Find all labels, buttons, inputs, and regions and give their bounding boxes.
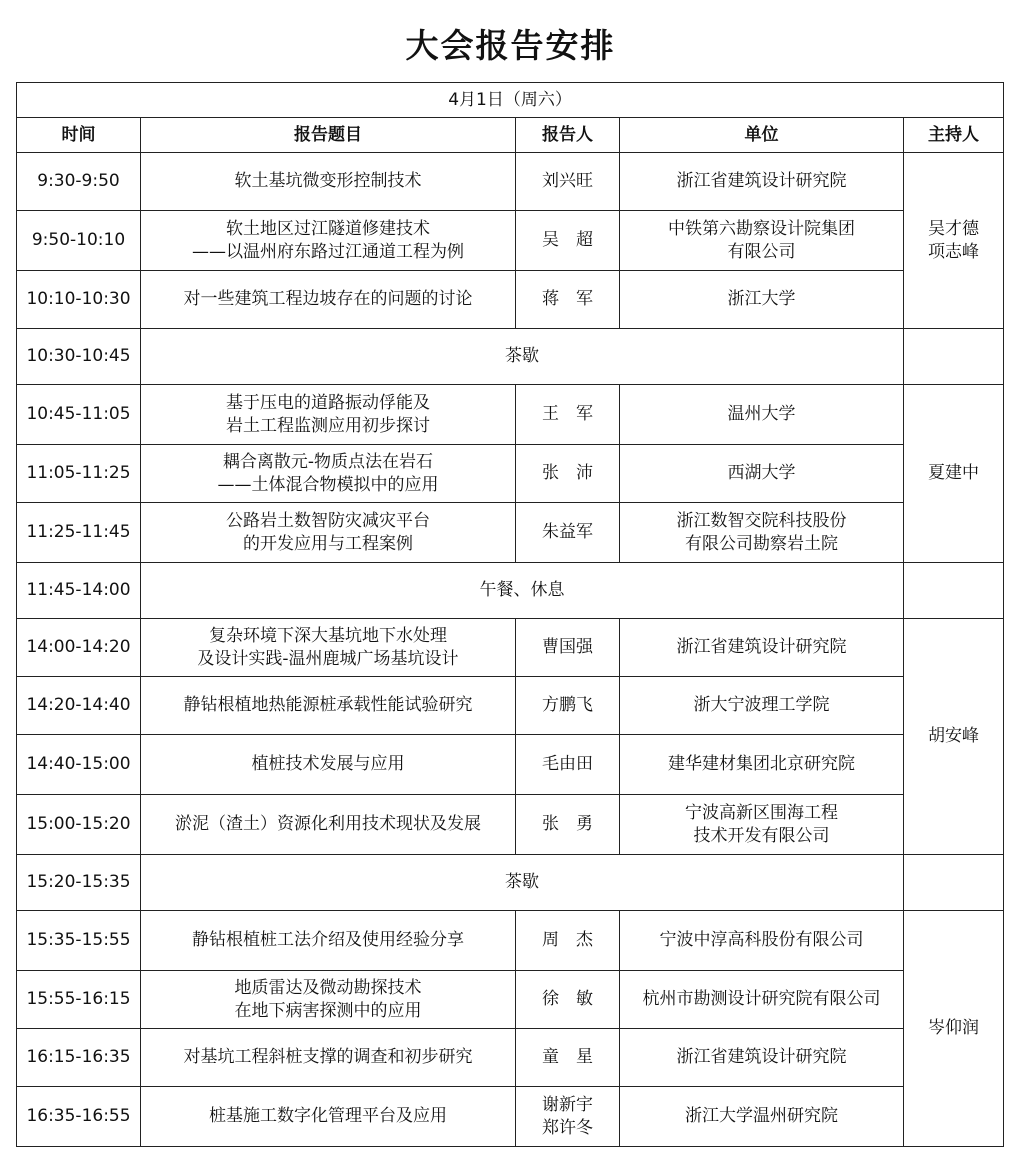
page-title: 大会报告安排: [405, 26, 616, 65]
topic-cell-line: 静钻根植桩工法介绍及使用经验分享: [192, 930, 464, 950]
topic-cell-line: 软土地区过江隧道修建技术: [226, 218, 430, 239]
host-cell: [904, 911, 1004, 1147]
topic-cell-line: 对基坑工程斜桩支撑的调查和初步研究: [183, 1047, 473, 1067]
speaker-cell-line: 童 星: [542, 1047, 593, 1067]
speaker-cell: [516, 385, 620, 445]
speaker-cell-line: 谢新宇: [542, 1094, 593, 1115]
speaker-cell: [516, 1029, 620, 1087]
host-cell-empty: [904, 563, 1004, 619]
topic-cell-line: 静钻根植地热能源桩承载性能试验研究: [183, 695, 473, 715]
break-label: 茶歇: [141, 329, 904, 385]
header-host: 主持人: [904, 118, 1004, 153]
time-cell: 11:25-11:45: [17, 503, 141, 563]
session-row: [17, 911, 1004, 971]
header-topic: 报告题目: [141, 118, 516, 153]
session-row: [17, 271, 1004, 329]
time-cell: 10:45-11:05: [17, 385, 141, 445]
speaker-cell-line: 曹国强: [542, 637, 593, 657]
speaker-cell-line: 方鹏飞: [542, 695, 593, 715]
speaker-cell-line: 张 沛: [542, 463, 593, 483]
unit-cell: [620, 211, 904, 271]
break-label: 茶歇: [141, 855, 904, 911]
speaker-cell: [516, 911, 620, 971]
time-cell: 16:35-16:55: [17, 1087, 141, 1147]
unit-cell: [620, 911, 904, 971]
host-cell-line: 岑仰润: [928, 1018, 980, 1038]
time-cell: 14:20-14:40: [17, 677, 141, 735]
session-row: [17, 795, 1004, 855]
unit-cell-line: 中铁第六勘察设计院集团: [668, 218, 855, 239]
speaker-cell-line: 毛由田: [542, 754, 593, 774]
topic-cell-line: 植桩技术发展与应用: [251, 754, 405, 774]
speaker-cell-line: 朱益军: [542, 522, 593, 542]
unit-cell-line: 有限公司: [727, 241, 796, 262]
time-cell: 15:20-15:35: [17, 855, 141, 911]
session-row: [17, 445, 1004, 503]
schedule-table: [16, 82, 1004, 1147]
time-cell: 14:40-15:00: [17, 735, 141, 795]
unit-cell: [620, 795, 904, 855]
topic-cell: [141, 735, 516, 795]
unit-cell: [620, 971, 904, 1029]
topic-cell-line: 耦合离散元-物质点法在岩石: [222, 451, 434, 472]
session-row: [17, 385, 1004, 445]
speaker-cell: [516, 445, 620, 503]
unit-cell: [620, 503, 904, 563]
topic-cell-line: 淤泥（渣土）资源化利用技术现状及发展: [175, 814, 481, 834]
time-cell: 15:00-15:20: [17, 795, 141, 855]
session-row: [17, 971, 1004, 1029]
speaker-cell: [516, 971, 620, 1029]
unit-cell-line: 杭州市勘测设计研究院有限公司: [642, 989, 881, 1009]
speaker-cell: [516, 1087, 620, 1147]
time-cell: 15:55-16:15: [17, 971, 141, 1029]
topic-cell-line: 基于压电的道路振动俘能及: [226, 392, 430, 413]
topic-cell: [141, 211, 516, 271]
topic-cell: [141, 153, 516, 211]
unit-cell: [620, 385, 904, 445]
speaker-cell: [516, 795, 620, 855]
topic-cell-line: ——以温州府东路过江通道工程为例: [192, 241, 464, 262]
topic-cell-line: 的开发应用与工程案例: [243, 533, 413, 554]
time-cell: 10:30-10:45: [17, 329, 141, 385]
time-cell: 9:30-9:50: [17, 153, 141, 211]
header-row: [17, 118, 1004, 153]
unit-cell: [620, 677, 904, 735]
break-row: [17, 563, 1004, 619]
time-cell: 15:35-15:55: [17, 911, 141, 971]
unit-cell-line: 浙江省建筑设计研究院: [676, 171, 847, 191]
speaker-cell: [516, 503, 620, 563]
topic-cell-line: 岩土工程监测应用初步探讨: [226, 415, 430, 436]
unit-cell: [620, 735, 904, 795]
unit-cell-line: 浙江省建筑设计研究院: [676, 637, 847, 657]
unit-cell: [620, 1087, 904, 1147]
time-cell: 14:00-14:20: [17, 619, 141, 677]
topic-cell-line: 复杂环境下深大基坑地下水处理: [209, 625, 447, 646]
speaker-cell: [516, 735, 620, 795]
topic-cell: [141, 385, 516, 445]
host-cell-line: 胡安峰: [928, 726, 980, 746]
speaker-cell-line: 徐 敏: [542, 989, 593, 1009]
header-unit: 单位: [620, 118, 904, 153]
session-row: [17, 619, 1004, 677]
unit-cell-line: 温州大学: [727, 404, 796, 424]
speaker-cell: [516, 153, 620, 211]
speaker-cell-line: 蒋 军: [542, 289, 593, 309]
host-cell-line: 项志峰: [928, 241, 980, 262]
session-row: [17, 1029, 1004, 1087]
unit-cell-line: 浙江数智交院科技股份: [676, 510, 847, 531]
speaker-cell: [516, 211, 620, 271]
topic-cell: [141, 1029, 516, 1087]
speaker-cell-line: 王 军: [542, 404, 593, 424]
speaker-cell-line: 郑许冬: [542, 1117, 593, 1138]
speaker-cell: [516, 271, 620, 329]
unit-cell-line: 浙大宁波理工学院: [693, 695, 830, 715]
topic-cell: [141, 1087, 516, 1147]
topic-cell: [141, 795, 516, 855]
host-cell: [904, 619, 1004, 855]
unit-cell: [620, 445, 904, 503]
speaker-cell-line: 刘兴旺: [542, 171, 593, 191]
topic-cell-line: 及设计实践-温州鹿城广场基坑设计: [197, 648, 459, 669]
unit-cell: [620, 271, 904, 329]
speaker-cell-line: 张 勇: [542, 814, 593, 834]
session-row: [17, 153, 1004, 211]
speaker-cell: [516, 619, 620, 677]
session-row: [17, 211, 1004, 271]
unit-cell-line: 宁波中淳高科股份有限公司: [659, 930, 864, 950]
unit-cell-line: 西湖大学: [727, 463, 796, 483]
host-cell-line: 吴才德: [928, 218, 980, 239]
topic-cell: [141, 911, 516, 971]
topic-cell-line: 软土基坑微变形控制技术: [234, 171, 422, 191]
topic-cell-line: 地质雷达及微动勘探技术: [234, 977, 422, 998]
unit-cell-line: 建华建材集团北京研究院: [668, 754, 855, 774]
speaker-cell-line: 吴 超: [542, 230, 593, 250]
unit-cell-line: 浙江省建筑设计研究院: [676, 1047, 847, 1067]
break-label: 午餐、休息: [141, 563, 904, 619]
unit-cell: [620, 619, 904, 677]
time-cell: 9:50-10:10: [17, 211, 141, 271]
topic-cell: [141, 445, 516, 503]
unit-cell-line: 浙江大学: [727, 289, 796, 309]
speaker-cell-line: 周 杰: [542, 930, 593, 950]
speaker-cell: [516, 677, 620, 735]
topic-cell: [141, 619, 516, 677]
session-row: [17, 735, 1004, 795]
unit-cell-line: 浙江大学温州研究院: [685, 1106, 838, 1126]
time-cell: 11:45-14:00: [17, 563, 141, 619]
break-row: [17, 329, 1004, 385]
break-row: [17, 855, 1004, 911]
time-cell: 16:15-16:35: [17, 1029, 141, 1087]
topic-cell-line: 对一些建筑工程边坡存在的问题的讨论: [183, 289, 473, 309]
date-cell: 4月1日（周六）: [17, 83, 1004, 118]
session-row: [17, 503, 1004, 563]
host-cell: [904, 153, 1004, 329]
topic-cell: [141, 271, 516, 329]
unit-cell-line: 宁波高新区围海工程: [685, 802, 838, 823]
unit-cell: [620, 153, 904, 211]
host-cell-line: 夏建中: [928, 463, 980, 483]
host-cell-empty: [904, 329, 1004, 385]
topic-cell-line: 桩基施工数字化管理平台及应用: [209, 1106, 447, 1126]
session-row: [17, 677, 1004, 735]
topic-cell-line: 在地下病害探测中的应用: [234, 1000, 422, 1021]
host-cell: [904, 385, 1004, 563]
unit-cell-line: 有限公司勘察岩土院: [685, 533, 838, 554]
topic-cell: [141, 677, 516, 735]
header-time: 时间: [17, 118, 141, 153]
time-cell: 10:10-10:30: [17, 271, 141, 329]
time-cell: 11:05-11:25: [17, 445, 141, 503]
date-row: [17, 83, 1004, 118]
unit-cell: [620, 1029, 904, 1087]
topic-cell: [141, 971, 516, 1029]
host-cell-empty: [904, 855, 1004, 911]
header-speaker: 报告人: [516, 118, 620, 153]
topic-cell: [141, 503, 516, 563]
topic-cell-line: ——土体混合物模拟中的应用: [217, 474, 439, 495]
unit-cell-line: 技术开发有限公司: [693, 825, 830, 846]
topic-cell-line: 公路岩土数智防灾减灾平台: [226, 510, 430, 531]
session-row: [17, 1087, 1004, 1147]
